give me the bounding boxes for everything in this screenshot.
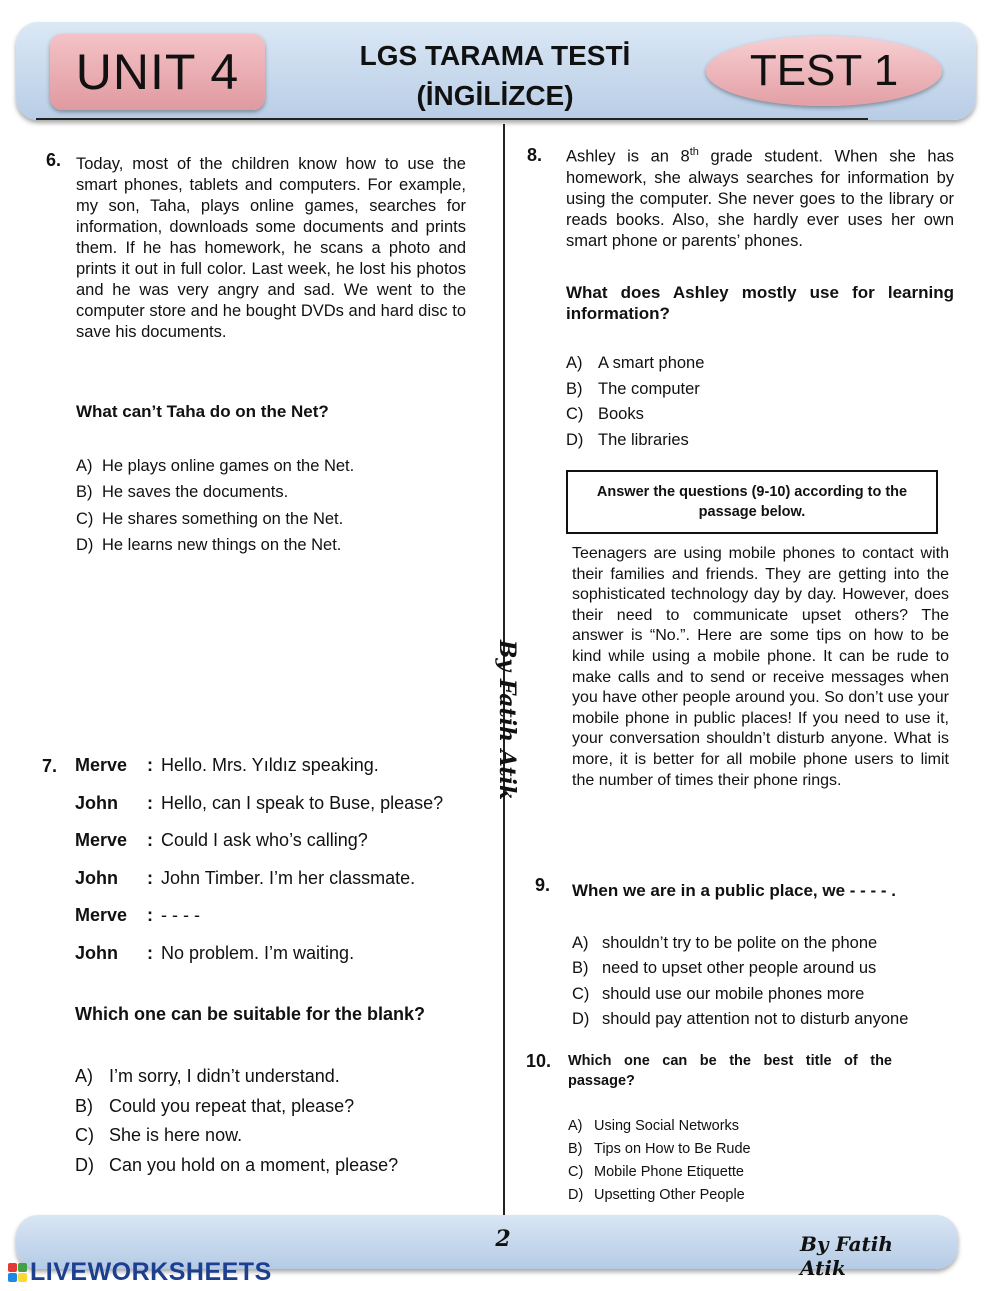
page-title — [330, 36, 660, 116]
page-number: 2 — [495, 1226, 511, 1252]
q10-number: 10. — [526, 1051, 552, 1071]
option-a[interactable]: A) I’m sorry, I didn’t understand. — [75, 1066, 340, 1086]
title-line-1: LGS TARAMA TESTİ — [359, 40, 631, 71]
option-d[interactable]: D) Can you hold on a moment, please? — [75, 1154, 399, 1175]
title-line-2: (İNGİLİZCE) — [416, 80, 574, 111]
option-b[interactable]: B) need to upset other people around us — [572, 959, 877, 978]
option-d[interactable]: D) He learns new things on the Net. — [76, 535, 342, 554]
option-b[interactable]: B) The computer — [566, 379, 700, 398]
option-b[interactable]: B) Could you repeat that, please? — [75, 1095, 355, 1116]
q6-number: 6. — [46, 150, 62, 170]
logo-mark-icon — [8, 1263, 27, 1282]
dialog-row: John : John Timber. I’m her classmate. — [75, 867, 416, 888]
header-divider — [36, 118, 868, 120]
option-d[interactable]: D) The libraries — [566, 431, 689, 450]
instructions-box: Answer the questions (9-10) according to the passage below. — [566, 470, 938, 534]
q7-options — [75, 1062, 495, 1180]
q7-dialog — [75, 755, 495, 981]
test-label: TEST 1 — [706, 36, 942, 106]
q9-options — [572, 931, 962, 1032]
q7-number: 7. — [42, 756, 58, 776]
option-c[interactable]: C) He shares something on the Net. — [76, 509, 344, 528]
brand-name: LIVEWORKSHEETS — [30, 1258, 272, 1286]
q8-passage: Ashley is an 8th grade student. When she has homework, she always searches for information by using the computer. She never goes to the library or reads books. Also, she hardly ever uses her own smart phone or parents’ phones. — [566, 146, 954, 250]
option-a[interactable]: A) shouldn’t try to be polite on the phone — [572, 934, 878, 952]
logo-square — [8, 1273, 17, 1282]
option-c[interactable]: C) Books — [566, 405, 644, 424]
option-b[interactable]: B) Tips on How to Be Rude — [568, 1141, 751, 1157]
q8-prompt: What does Ashley mostly use for learning information? — [566, 283, 954, 323]
reading-passage: Teenagers are using mobile phones to contact with their families and friends. They are getting into the sophisticated technology day by day. However, does their need to communicate upset others? The answer is “No.”. Here are some tips on how to be kind while using a mobile phone. It can be rude to make calls and to send or receive messages when you have other people around you. So don’t use your mobile phone in public places! If you need to use it, your conversation shouldn’t disturb anyone. What is more, it is better for all mobile phone users to limit the number of times their phone rings. — [572, 545, 949, 789]
footer-signature: By Fatih Atik — [800, 1232, 893, 1280]
logo-square — [18, 1263, 27, 1272]
dialog-row: Merve : - - - - — [75, 905, 200, 926]
q7-prompt: Which one can be suitable for the blank? — [75, 1004, 426, 1024]
logo-square — [18, 1273, 27, 1282]
option-a[interactable]: A) Using Social Networks — [568, 1118, 740, 1134]
q6-options — [76, 453, 476, 558]
dialog-row: Merve : Hello. Mrs. Yıldız speaking. — [75, 755, 379, 775]
dialog-row: John : Hello, can I speak to Buse, please? — [75, 792, 444, 813]
q10-options — [568, 1115, 868, 1207]
option-c[interactable]: C) She is here now. — [75, 1125, 243, 1146]
option-d[interactable]: D) Upsetting Other People — [568, 1187, 745, 1203]
option-c[interactable]: C) Mobile Phone Etiquette — [568, 1164, 744, 1180]
option-a[interactable]: A) A smart phone — [566, 354, 705, 372]
option-a[interactable]: A) He plays online games on the Net. — [76, 457, 355, 475]
unit-label: UNIT 4 — [50, 34, 265, 110]
q9-number: 9. — [535, 875, 551, 895]
option-d[interactable]: D) should pay attention not to disturb anyone — [572, 1009, 909, 1028]
side-signature: By Fatih Atik — [494, 639, 520, 801]
dialog-row: Merve : Could I ask who’s calling? — [75, 830, 368, 851]
logo-square — [8, 1263, 17, 1272]
liveworksheets-logo[interactable] — [8, 1258, 272, 1287]
option-b[interactable]: B) He saves the documents. — [76, 483, 289, 502]
q8-number: 8. — [527, 145, 543, 165]
q6-passage: Today, most of the children know how to use the smart phones, tablets and computers. For example, my son, Taha, plays online games, searches for information, downloads some documents and prints them. If he has homework, he scans a photo and prints it out in full color. Last week, he lost his photos and he was very angry and sad. We went to the computer store and he bought DVDs and hard disc to save his documents. — [76, 155, 466, 341]
dialog-row: John : No problem. I’m waiting. — [75, 942, 355, 963]
option-c[interactable]: C) should use our mobile phones more — [572, 984, 865, 1003]
q9-prompt: When we are in a public place, we - - - - . — [572, 881, 897, 900]
q10-prompt: Which one can be the best title of the passage? — [568, 1053, 892, 1089]
q8-options — [566, 351, 946, 454]
q6-prompt: What can’t Taha do on the Net? — [76, 402, 329, 421]
